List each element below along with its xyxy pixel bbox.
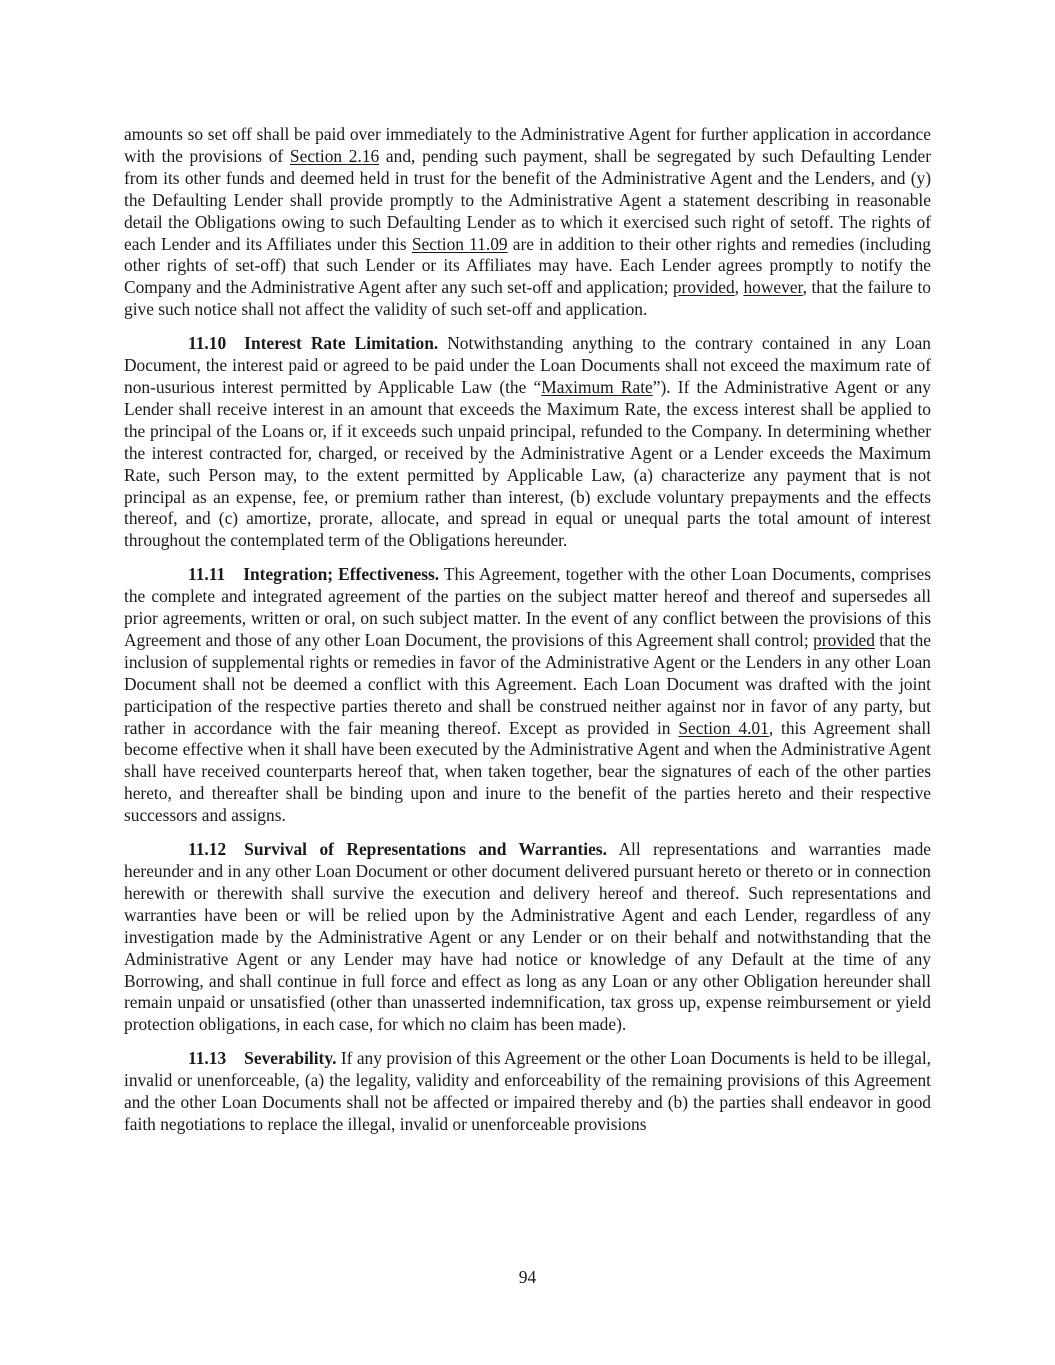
- text-run: that the inclusion of supplemental rights or remedies in favor of the Administrative Agent or the Lenders in any other Loan Document shall not be deemed a conflict with this Agreement. Each Loan Document was drafted with the joint participation of the respective parties thereto and shall be construed neither against nor in favor of any party, but rather in accordance with the fair meaning thereof. Except as provided in: [124, 629, 931, 738]
- defined-term-provided: provided: [672, 277, 735, 298]
- cross-reference-section-11-09: Section 11.09: [411, 233, 508, 254]
- text-run: This Agreement, together with the other Loan Documents, comprises the complete and integrated agreement of the parties on the subject matter hereof and thereof and supersedes all prior agreements, written or oral, on such subject matter. In the event of any conflict between the provisions of this Agreement and those of any other Loan Document, the provisions of this Agreement shall control;: [124, 564, 931, 650]
- section-11-10-interest-rate-limitation: [124, 333, 931, 552]
- section-number: 11.13: [188, 1048, 227, 1069]
- cross-reference-section-4-01: Section 4.01: [678, 717, 769, 738]
- document-page: [124, 124, 931, 1148]
- section-heading: Interest Rate Limitation.: [244, 333, 439, 354]
- text-run: ”). If the Administrative Agent or any Lender shall receive interest in an amount that exceeds the Maximum Rate, the excess interest shall be applied to the principal of the Loans or, if it exceeds such unpaid principal, refunded to the Company. In determining whether the interest contracted for, charged, or received by the Administrative Agent or a Lender exceeds the Maximum Rate, such Person may, to the extent permitted by Applicable Law, (a) characterize any payment that is not principal as an expense, fee, or premium rather than interest, (b) exclude voluntary prepayments and the effects thereof, and (c) amortize, prorate, allocate, and spread in equal or unequal parts the total amount of interest throughout the contemplated term of the Obligations hereunder.: [124, 376, 931, 551]
- text-run: , this Agreement shall become effective when it shall have been executed by the Administrative Agent and when the Administrative Agent shall have received counterparts hereof that, when taken together, bear the signatures of each of the other parties hereto, and thereafter shall be binding upon and inure to the benefit of the parties hereto and their respective successors and assigns.: [124, 717, 931, 826]
- text-run: All representations and warranties made hereunder and in any other Loan Document or other document delivered pursuant hereto or thereto or in connection herewith or therewith shall survive the execution and delivery hereof and thereof. Such representations and warranties have been or will be relied upon by the Administrative Agent and each Lender, regardless of any investigation made by the Administrative Agent or any Lender or on their behalf and notwithstanding that the Administrative Agent or any Lender may have had notice or knowledge of any Default at the time of any Borrowing, and shall continue in full force and effect as long as any Loan or any other Obligation hereunder shall remain unpaid or unsatisfied (other than unasserted indemnification, tax gross up, expense reimbursement or yield protection obligations, in each case, for which no claim has been made).: [124, 839, 931, 1035]
- section-number: 11.11: [188, 564, 226, 585]
- section-heading: Survival of Representations and Warranties.: [244, 839, 607, 860]
- text-run: Notwithstanding anything to the contrary contained in any Loan Document, the interest paid or agreed to be paid under the Loan Documents shall not exceed the maximum rate of non-usurious interest permitted by Applicable Law (the “: [124, 333, 931, 397]
- text-run: are in addition to their other rights and remedies (including other rights of set-off) that such Lender or its Affiliates may have. Each Lender agrees promptly to notify the Company and the Administrative Agent after any such set-off and application;: [124, 233, 931, 298]
- text-run: and, pending such payment, shall be segregated by such Defaulting Lender from its other funds and deemed held in trust for the benefit of the Administrative Agent and the Lenders, and (y) the Defaulting Lender shall provide promptly to the Administrative Agent a statement describing in reasonable detail the Obligations owing to such Defaulting Lender as to which it exercised such right of setoff. The rights of each Lender and its Affiliates under this: [124, 145, 931, 254]
- cross-reference-section-2-16: Section 2.16: [289, 145, 380, 166]
- defined-term-however: however: [743, 277, 803, 298]
- paragraph-setoff-continuation: [124, 124, 931, 321]
- text-run: ,: [734, 277, 744, 298]
- section-number: 11.10: [188, 333, 227, 354]
- section-number: 11.12: [188, 839, 227, 860]
- text-run: amounts so set off shall be paid over immediately to the Administrative Agent for further application in accordance with the provisions of: [124, 124, 931, 166]
- text-run: , that the failure to give such notice shall not affect the validity of such set-off and application.: [124, 277, 931, 320]
- section-11-12-survival-of-representations: [124, 839, 931, 1036]
- defined-term-provided: provided: [813, 629, 875, 650]
- page-number: 94: [518, 1267, 537, 1287]
- section-heading: Integration; Effectiveness.: [243, 564, 440, 585]
- section-11-13-severability: [124, 1048, 931, 1136]
- defined-term-maximum-rate: Maximum Rate: [541, 376, 653, 397]
- section-heading: Severability.: [244, 1048, 337, 1069]
- text-run: If any provision of this Agreement or the other Loan Documents is held to be illegal, invalid or unenforceable, (a) the legality, validity and enforceability of the remaining provisions of this Agreement and the other Loan Documents shall not be affected or impaired thereby and (b) the parties shall endeavor in good faith negotiations to replace the illegal, invalid or unenforceable provisions: [124, 1048, 931, 1134]
- section-11-11-integration-effectiveness: [124, 564, 931, 827]
